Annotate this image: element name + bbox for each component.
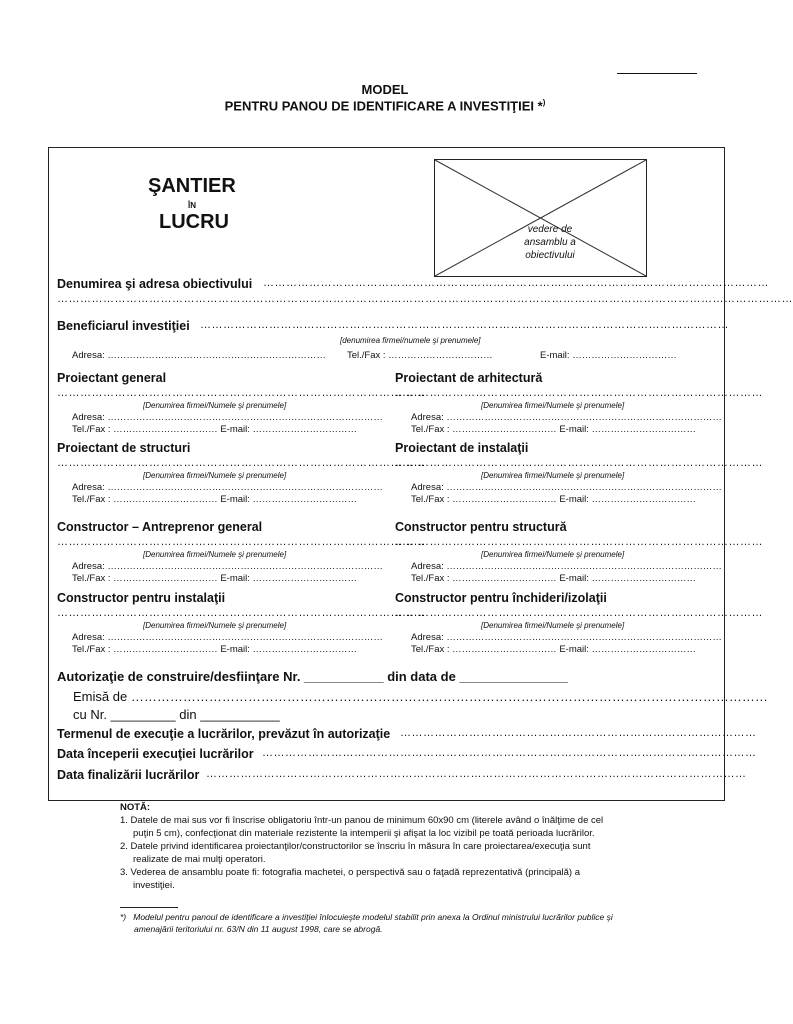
note-3b: investiţiei.	[133, 880, 175, 891]
page-subtitle: PENTRU PANOU DE IDENTIFICARE A INVESTIŢIEI *)	[224, 98, 546, 114]
beneficiar-email: E-mail: ……………………………	[540, 350, 677, 361]
note-2b: realizate de mai mulţi operatori.	[133, 854, 266, 865]
firm-note-ci: [Denumirea firmei/Numele şi prenumele]	[143, 621, 287, 630]
firm-note-pg: [Denumirea firmei/Numele şi prenumele]	[143, 401, 287, 410]
beneficiar-adresa: Adresa: ……………………………………………………………	[72, 350, 326, 361]
autorizatie-line: Autorizaţie de construire/desfiinţare Nr. ___________ din data de _______________	[57, 669, 568, 684]
dots-cii: ……………………………………………………………………………………	[395, 607, 763, 619]
firm-note-cii: [Denumirea firmei/Numele şi prenumele]	[481, 621, 625, 630]
firm-note-beneficiar: [denumirea firmei/numele şi prenumele]	[340, 336, 481, 345]
pg-adresa: Adresa: ……………………………………………………………………………	[72, 412, 383, 423]
cg-adresa: Adresa: ……………………………………………………………………………	[72, 561, 383, 572]
top-signature-line	[617, 73, 697, 74]
photo-placeholder	[434, 159, 647, 277]
footnote-line-a: *) Modelul pentru panoul de identificare a investiţiei înlocuieşte modelul stabilit prin anexa la Ordinul ministrului lucrărilor publice şi	[120, 912, 613, 922]
label-proiectant-instalatii: Proiectant de instalaţii	[395, 441, 529, 455]
label-constructor-general: Constructor – Antreprenor general	[57, 520, 263, 534]
pi-telfax: Tel./Fax : …………………………… E-mail: ……………………………	[411, 494, 697, 505]
ci-adresa: Adresa: ……………………………………………………………………………	[72, 632, 383, 643]
label-proiectant-general: Proiectant general	[57, 371, 167, 385]
firm-note-ps: [Denumirea firmei/Numele şi prenumele]	[143, 471, 287, 480]
dots-pg: ……………………………………………………………………………………	[57, 387, 425, 399]
label-proiectant-arhitectura: Proiectant de arhitectură	[395, 371, 543, 385]
dots-pi: ……………………………………………………………………………………	[395, 457, 763, 469]
pg-telfax: Tel./Fax : …………………………… E-mail: ……………………………	[72, 424, 358, 435]
pa-telfax: Tel./Fax : …………………………… E-mail: ……………………………	[411, 424, 697, 435]
notes-block	[120, 801, 720, 892]
ps-telfax: Tel./Fax : …………………………… E-mail: ……………………………	[72, 494, 358, 505]
cii-telfax: Tel./Fax : …………………………… E-mail: ……………………………	[411, 644, 697, 655]
lucru-title: LUCRU	[159, 211, 229, 233]
data-finalizarii-label: Data finalizării lucrărilor	[57, 768, 200, 782]
note-1b: puţin 5 cm), confecţionat din materiale rezistente la intemperii şi afişat la loc vizibil pe toată perioada lucrărilor.	[133, 828, 595, 839]
cu-nr: cu Nr. _________ din ___________	[73, 707, 280, 722]
cs-adresa: Adresa: ……………………………………………………………………………	[411, 561, 722, 572]
note-3a: 3. Vederea de ansamblu poate fi: fotografia machetei, o perspectivă sau o faţadă reprezentativă (principală) a	[120, 867, 580, 878]
pa-adresa: Adresa: ……………………………………………………………………………	[411, 412, 722, 423]
ps-adresa: Adresa: ……………………………………………………………………………	[72, 482, 383, 493]
firm-note-cs: [Denumirea firmei/Numele şi prenumele]	[481, 550, 625, 559]
dots-inceperii: …………………………………………………………………………………………………………………	[262, 747, 757, 759]
dots-beneficiar: …………………………………………………………………………………………………………………………	[200, 319, 729, 331]
dots-denumirea-2: …………………………………………………………………………………………………………………………………………………………………………	[57, 293, 793, 305]
notes-title: NOTĂ:	[120, 802, 151, 813]
pi-adresa: Adresa: ……………………………………………………………………………	[411, 482, 722, 493]
dots-cg: ……………………………………………………………………………………	[57, 536, 425, 548]
label-beneficiar: Beneficiarul investiţiei	[57, 319, 190, 333]
note-1a: 1. Datele de mai sus vor fi înscrise obligatoriu într-un panou de minimum 60x90 cm (literele având o înălţime de cel	[120, 815, 604, 826]
dots-ps: ……………………………………………………………………………………	[57, 457, 425, 469]
data-inceperii-label: Data începerii execuţiei lucrărilor	[57, 747, 254, 761]
note-2a: 2. Datele privind identificarea proiectanţilor/constructorilor se înscriu în măsura în care proiectarea/execuţia sunt	[120, 841, 591, 852]
dots-denumirea: ……………………………………………………………………………………………………………………	[263, 277, 769, 289]
label-denumirea: Denumirea şi adresa obiectivului	[57, 277, 253, 291]
firm-note-pi: [Denumirea firmei/Numele şi prenumele]	[481, 471, 625, 480]
footnote	[120, 911, 720, 935]
firm-note-pa: [Denumirea firmei/Numele şi prenumele]	[481, 401, 625, 410]
firm-note-cg: [Denumirea firmei/Numele şi prenumele]	[143, 550, 287, 559]
label-constructor-inchideri: Constructor pentru închideri/izolaţii	[395, 591, 607, 605]
dots-cs: ……………………………………………………………………………………	[395, 536, 763, 548]
dots-pa: ……………………………………………………………………………………	[395, 387, 763, 399]
santier-title: ŞANTIER	[148, 175, 236, 197]
beneficiar-telfax: Tel./Fax : ……………………………	[347, 350, 493, 361]
cs-telfax: Tel./Fax : …………………………… E-mail: ……………………………	[411, 573, 697, 584]
cii-adresa: Adresa: ……………………………………………………………………………	[411, 632, 722, 643]
termen-label: Termenul de execuţie a lucrărilor, prevăzut în autorizaţie	[57, 727, 391, 741]
cg-telfax: Tel./Fax : …………………………… E-mail: ……………………………	[72, 573, 358, 584]
ci-telfax: Tel./Fax : …………………………… E-mail: ……………………………	[72, 644, 358, 655]
in-label: ÎN	[188, 201, 196, 210]
label-constructor-instalatii: Constructor pentru instalaţii	[57, 591, 226, 605]
footnote-line-b: amenajării teritoriului nr. 63/N din 11 august 1998, care se abrogă.	[134, 924, 383, 934]
label-proiectant-structuri: Proiectant de structuri	[57, 441, 191, 455]
emisa-de: Emisă de …………………………………………………………………………………………………………………………………	[73, 689, 768, 704]
page-title: MODEL	[361, 82, 409, 97]
photo-caption: vedere de ansamblu a obiectivului	[524, 224, 576, 261]
dots-termen: …………………………………………………………………………………	[400, 727, 757, 739]
footnote-rule	[120, 907, 178, 908]
label-constructor-structura: Constructor pentru structură	[395, 520, 567, 534]
dots-ci: ……………………………………………………………………………………	[57, 607, 425, 619]
dots-finalizarii: ……………………………………………………………………………………………………………………………	[206, 768, 747, 780]
